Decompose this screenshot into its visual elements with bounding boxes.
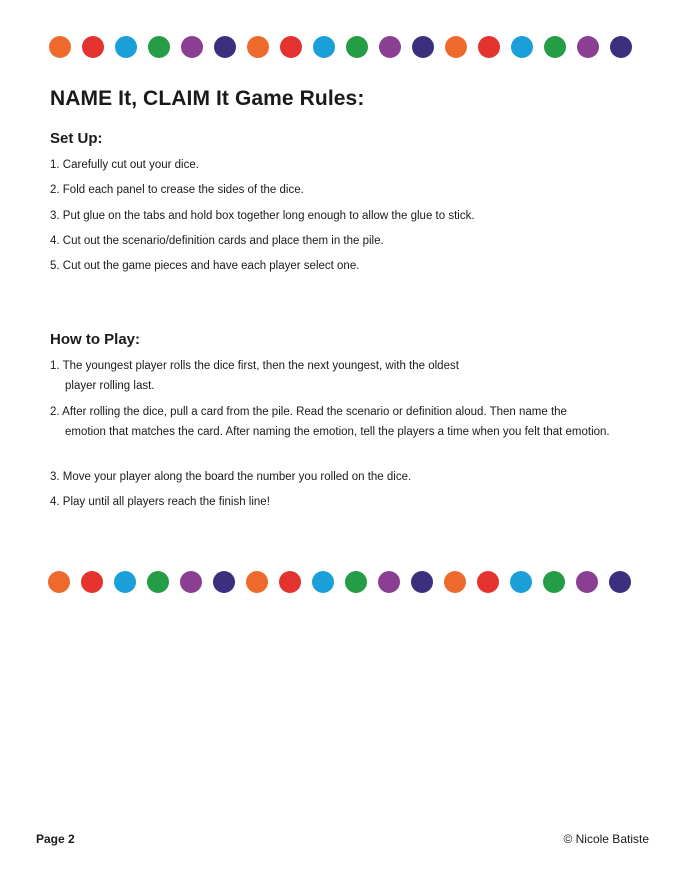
decorative-dot [378, 571, 400, 593]
decorative-dot [214, 36, 236, 58]
decorative-dot [609, 571, 631, 593]
decorative-dot [180, 571, 202, 593]
decorative-dot [379, 36, 401, 58]
decorative-dot [445, 36, 467, 58]
decorative-dot [115, 36, 137, 58]
decorative-dot [148, 36, 170, 58]
decorative-dot [345, 571, 367, 593]
play-rule-2 [50, 402, 620, 442]
decorative-dot [312, 571, 334, 593]
decorative-dot [247, 36, 269, 58]
setup-rule-2: 2. Fold each panel to crease the sides of the dice. [50, 184, 304, 196]
decorative-dot [477, 571, 499, 593]
decorative-dot [49, 36, 71, 58]
play-rule-1-text: 1. The youngest player rolls the dice first, then the next youngest, with the oldest [50, 360, 459, 372]
page-number: Page 2 [36, 832, 75, 846]
decorative-dot [147, 571, 169, 593]
decorative-dot [444, 571, 466, 593]
play-rule-1 [50, 356, 620, 396]
setup-rule-3: 3. Put glue on the tabs and hold box together long enough to allow the glue to stick. [50, 210, 475, 222]
setup-heading: Set Up: [50, 130, 103, 147]
top-dot-border [0, 36, 673, 60]
copyright-notice: © Nicole Batiste [563, 832, 649, 846]
decorative-dot [610, 36, 632, 58]
play-rule-3-text: 3. Move your player along the board the number you rolled on the dice. [50, 471, 412, 483]
bottom-dot-border [0, 571, 673, 595]
decorative-dot [213, 571, 235, 593]
decorative-dot [346, 36, 368, 58]
decorative-dot [577, 36, 599, 58]
decorative-dot [280, 36, 302, 58]
decorative-dot [543, 571, 565, 593]
decorative-dot [313, 36, 335, 58]
decorative-dot [279, 571, 301, 593]
decorative-dot [412, 36, 434, 58]
decorative-dot [82, 36, 104, 58]
setup-rule-5: 5. Cut out the game pieces and have each player select one. [50, 260, 360, 272]
decorative-dot [81, 571, 103, 593]
play-rule-4 [50, 492, 620, 512]
decorative-dot [114, 571, 136, 593]
decorative-dot [511, 36, 533, 58]
decorative-dot [181, 36, 203, 58]
play-rule-2-continued: emotion that matches the card. After naming the emotion, tell the players a time when you felt that emotion. [65, 426, 610, 438]
decorative-dot [411, 571, 433, 593]
setup-rule-1: 1. Carefully cut out your dice. [50, 159, 199, 171]
setup-rule-4: 4. Cut out the scenario/definition cards and place them in the pile. [50, 235, 384, 247]
play-rule-2-text: 2. After rolling the dice, pull a card from the pile. Read the scenario or definition aloud. Then name the [50, 406, 567, 418]
decorative-dot [478, 36, 500, 58]
play-rule-1-continued: player rolling last. [65, 380, 155, 392]
play-rule-3 [50, 467, 620, 487]
decorative-dot [246, 571, 268, 593]
decorative-dot [576, 571, 598, 593]
decorative-dot [48, 571, 70, 593]
how-to-play-heading: How to Play: [50, 331, 141, 348]
decorative-dot [510, 571, 532, 593]
page-title: NAME It, CLAIM It Game Rules: [50, 87, 365, 110]
play-rule-4-text: 4. Play until all players reach the finish line! [50, 496, 270, 508]
decorative-dot [544, 36, 566, 58]
